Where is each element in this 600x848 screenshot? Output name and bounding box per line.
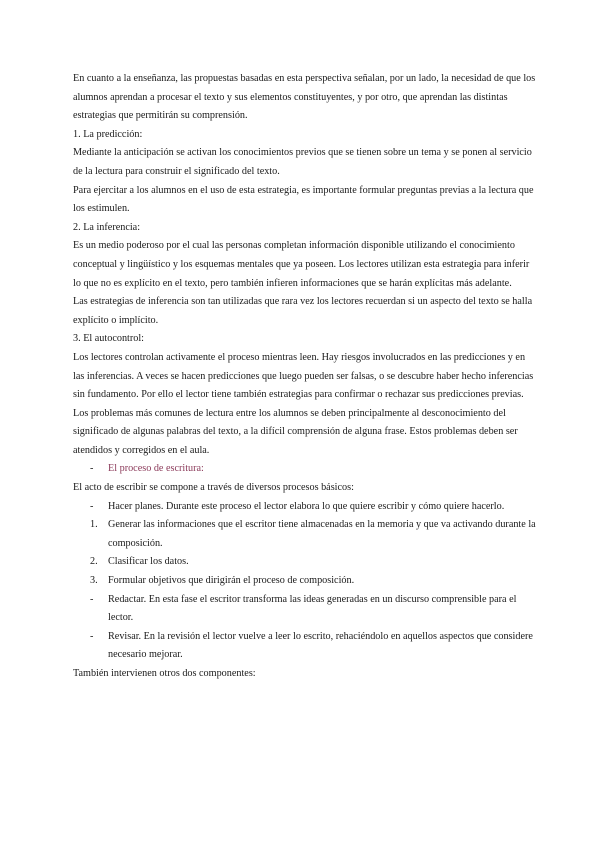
heading-prediccion: 1. La predicción: bbox=[73, 128, 143, 140]
writing-heading-text: El proceso de escritura: bbox=[108, 463, 204, 475]
autocontrol-paragraph-2: Los problemas más comunes de lectura entre los alumnos se deben principalmente al desconocimiento del significado de algunas palabras del texto, a la difícil comprensión de alguna frase. Estos problemas deben ser atendidos y corregidos en el aula. bbox=[73, 407, 518, 456]
list-item bbox=[90, 572, 538, 591]
list-item bbox=[90, 553, 538, 572]
inferencia-paragraph-1: Es un medio poderoso por el cual las personas completan información disponible utilizando el conocimiento conceptual y lingüístico y los esquemas mentales que ya poseen. Los lectores utilizan esta estrategia para inferir lo que no es explícito en el texto, pero también infieren informaciones que se harán explícitas más adelante. bbox=[73, 240, 530, 289]
list-item bbox=[90, 498, 538, 517]
list-item-text: Hacer planes. Durante este proceso el lector elabora lo que quiere escribir y cómo quiere hacerlo. bbox=[108, 500, 505, 512]
list-marker: - bbox=[90, 500, 94, 512]
autocontrol-paragraph-1: Los lectores controlan activamente el proceso mientras leen. Hay riesgos involucrados en las predicciones y en las inferencias. A veces se hacen predicciones que luego pueden ser falsas, o se descubre haber hecho inferencias sin fundamento. Por ello el lector tiene también estrategias para confirmar o rechazar sus predicciones previas. bbox=[73, 351, 534, 401]
prediccion-paragraph-2: Para ejercitar a los alumnos en el uso de esta estrategia, es importante formular preguntas previas a la lectura que los estimulen. bbox=[73, 184, 534, 215]
list-item-text: Revisar. En la revisión el lector vuelve a leer lo escrito, rehaciéndolo en aquellos aspectos que considere necesario mejorar. bbox=[108, 630, 533, 661]
list-item bbox=[90, 516, 538, 553]
list-marker: 2. bbox=[90, 556, 98, 568]
heading-autocontrol: 3. El autocontrol: bbox=[73, 333, 145, 345]
list-marker: 1. bbox=[90, 519, 98, 531]
list-item bbox=[90, 628, 538, 665]
writing-steps-list bbox=[73, 498, 538, 665]
closing-paragraph: También intervienen otros dos componentes: bbox=[73, 668, 256, 679]
writing-section-heading bbox=[90, 460, 538, 479]
list-marker: - bbox=[90, 593, 94, 605]
prediccion-paragraph-1: Mediante la anticipación se activan los conocimientos previos que se tienen sobre un tema y se ponen al servicio de la lectura para construir el significado del texto. bbox=[73, 147, 532, 177]
list-marker: - bbox=[90, 630, 94, 642]
intro-paragraph: En cuanto a la enseñanza, las propuestas basadas en esta perspectiva señalan, por un lado, la necesidad de que los alumnos aprendan a procesar el texto y sus elementos constituyentes, y por otro, que aprendan las distintas estrategias que permitirán su comprensión. bbox=[73, 73, 536, 122]
list-marker: - bbox=[90, 463, 94, 475]
inferencia-paragraph-2: Las estrategias de inferencia son tan utilizadas que rara vez los lectores recuerdan si un aspecto del texto se halla explícito o implícito. bbox=[73, 296, 533, 326]
writing-intro-paragraph: El acto de escribir se compone a través de diversos procesos básicos: bbox=[73, 482, 354, 494]
list-item-text: Formular objetivos que dirigirán el proceso de composición. bbox=[108, 575, 355, 587]
list-item-text: Clasificar los datos. bbox=[108, 556, 189, 568]
list-item-text: Generar las informaciones que el escritor tiene almacenadas en la memoria y que va activando durante la composición. bbox=[108, 519, 536, 549]
heading-inferencia: 2. La inferencia: bbox=[73, 221, 141, 233]
list-item-text: Redactar. En esta fase el escritor transforma las ideas generadas en un discurso comprensible para el lector. bbox=[108, 593, 517, 624]
list-item bbox=[90, 591, 538, 628]
list-marker: 3. bbox=[90, 575, 98, 587]
